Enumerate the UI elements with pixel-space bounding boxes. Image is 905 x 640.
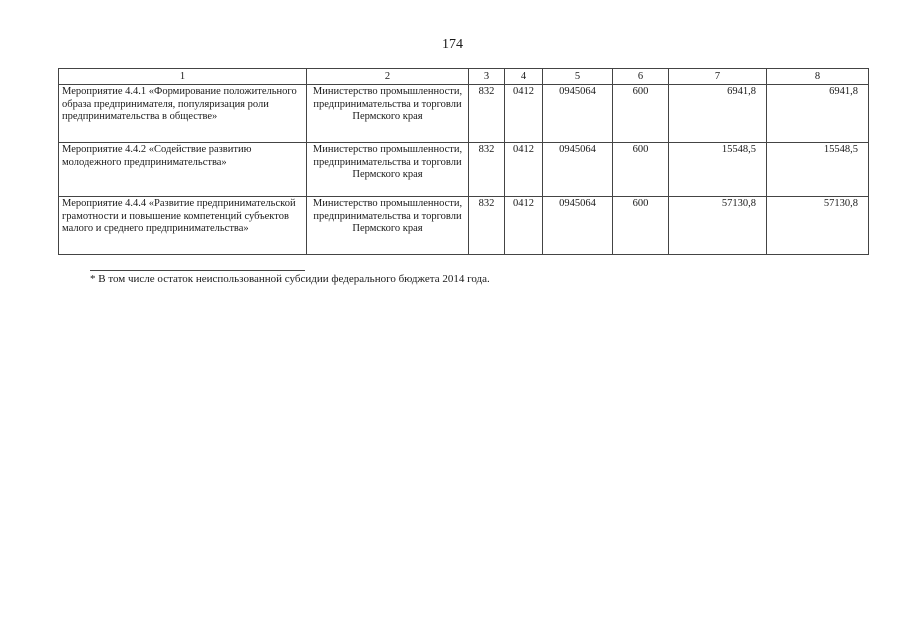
target-cell: 0945064	[543, 197, 613, 255]
amount-cell: 6941,8	[669, 85, 767, 143]
amount-cell: 15548,5	[767, 143, 869, 197]
type-cell: 600	[613, 197, 669, 255]
column-header: 6	[613, 69, 669, 85]
target-cell: 0945064	[543, 143, 613, 197]
type-cell: 600	[613, 143, 669, 197]
executor-cell: Министерство промышленности, предпринимательства и торговли Пермского края	[307, 85, 469, 143]
table-row	[59, 85, 869, 143]
column-header: 7	[669, 69, 767, 85]
section-cell: 0412	[505, 197, 543, 255]
type-cell: 600	[613, 85, 669, 143]
column-header: 8	[767, 69, 869, 85]
code-cell: 832	[469, 143, 505, 197]
budget-table	[58, 68, 869, 255]
section-cell: 0412	[505, 85, 543, 143]
amount-cell: 6941,8	[767, 85, 869, 143]
code-cell: 832	[469, 197, 505, 255]
activity-cell: Мероприятие 4.4.1 «Формирование положительного образа предпринимателя, популяризация роли предпринимательства в обществе»	[59, 85, 307, 143]
page-number: 174	[442, 37, 463, 52]
code-cell: 832	[469, 85, 505, 143]
executor-cell: Министерство промышленности, предпринимательства и торговли Пермского края	[307, 197, 469, 255]
executor-cell: Министерство промышленности, предпринимательства и торговли Пермского края	[307, 143, 469, 197]
column-header: 2	[307, 69, 469, 85]
target-cell: 0945064	[543, 85, 613, 143]
column-header: 4	[505, 69, 543, 85]
activity-cell: Мероприятие 4.4.4 «Развитие предпринимательской грамотности и повышение компетенций субъектов малого и среднего предпринимательства»	[59, 197, 307, 255]
table-header-row	[59, 69, 869, 85]
column-header: 1	[59, 69, 307, 85]
table-row	[59, 143, 869, 197]
amount-cell: 15548,5	[669, 143, 767, 197]
column-header: 5	[543, 69, 613, 85]
amount-cell: 57130,8	[669, 197, 767, 255]
footnote: * В том числе остаток неиспользованной субсидии федерального бюджета 2014 года.	[90, 273, 490, 285]
footnote-divider	[90, 270, 305, 271]
column-header: 3	[469, 69, 505, 85]
activity-cell: Мероприятие 4.4.2 «Содействие развитию молодежного предпринимательства»	[59, 143, 307, 197]
amount-cell: 57130,8	[767, 197, 869, 255]
table-row	[59, 197, 869, 255]
section-cell: 0412	[505, 143, 543, 197]
